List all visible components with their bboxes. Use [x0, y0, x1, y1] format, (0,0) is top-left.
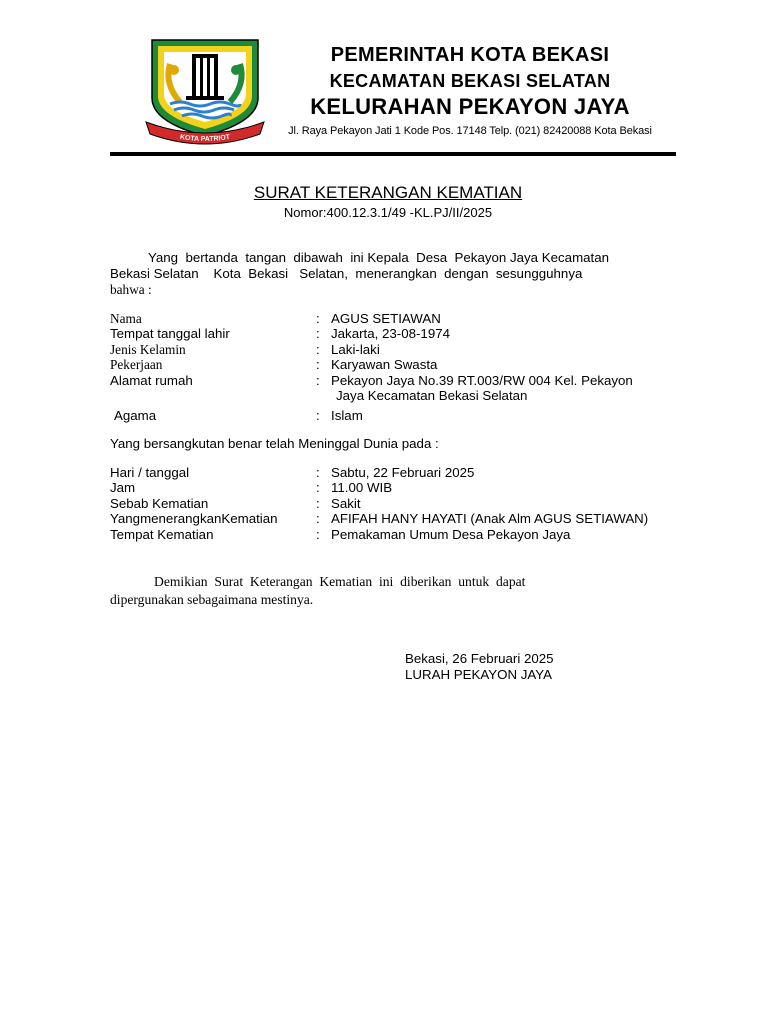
intro-line-2: Bekasi Selatan Kota Bekasi Selatan, menerangkan dengan sesungguhnya [110, 266, 583, 281]
field-colon: : [316, 326, 320, 341]
sign-place-date: Bekasi, 26 Februari 2025 [405, 651, 554, 666]
letterhead-line-2: KECAMATAN BEKASI SELATAN [329, 71, 611, 91]
field-value: Jaya Kecamatan Bekasi Selatan [336, 388, 528, 403]
field-label: Nama [110, 311, 142, 326]
field-value: 11.00 WIB [331, 480, 393, 495]
field-label: Pekerjaan [110, 357, 163, 372]
document-number: Nomor:400.12.3.1/49 -KL.PJ/II/2025 [283, 205, 493, 220]
field-label: Agama [114, 408, 157, 423]
field-label: Hari / tanggal [110, 465, 190, 480]
closing-line-1: Demikian Surat Keterangan Kematian ini diberikan untuk dapat [154, 574, 526, 589]
field-value: Islam [331, 408, 363, 423]
field-value: Sabtu, 22 Februari 2025 [331, 465, 475, 480]
field-value: Pekayon Jaya No.39 RT.003/RW 004 Kel. Pekayon [331, 373, 633, 388]
field-value: AGUS SETIAWAN [331, 311, 441, 326]
death-intro: Yang bersangkutan benar telah Meninggal Dunia pada : [110, 436, 439, 451]
field-colon: : [316, 511, 320, 526]
field-label: Tempat Kematian [110, 527, 214, 542]
field-value: Pemakaman Umum Desa Pekayon Jaya [331, 527, 571, 542]
letterhead-divider [110, 152, 676, 156]
intro-line-1: Yang bertanda tangan dibawah ini Kepala Desa Pekayon Jaya Kecamatan [148, 250, 610, 265]
letterhead-address: Jl. Raya Pekayon Jati 1 Kode Pos. 17148 Telp. (021) 82420088 Kota Bekasi [288, 125, 652, 137]
signature-block [405, 651, 554, 683]
field-label: Sebab Kematian [110, 496, 209, 511]
closing-line-2: dipergunakan sebagaimana mestinya. [110, 592, 314, 607]
intro-line-3: bahwa : [110, 282, 152, 297]
field-colon: : [316, 480, 320, 495]
field-value: Jakarta, 23-08-1974 [331, 326, 451, 341]
letterhead-line-1: PEMERINTAH KOTA BEKASI [330, 44, 610, 66]
field-colon: : [316, 311, 320, 326]
field-value: Karyawan Swasta [331, 357, 438, 372]
field-label: Jenis Kelamin [110, 342, 186, 357]
letterhead-line-3: KELURAHAN PEKAYON JAYA [310, 94, 630, 119]
field-value: Sakit [331, 496, 361, 511]
field-label: YangmenerangkanKematian [110, 511, 278, 526]
closing-paragraph [110, 573, 672, 609]
field-label: Alamat rumah [110, 373, 193, 388]
intro-paragraph [110, 250, 636, 298]
field-value: AFIFAH HANY HAYATI (Anak Alm AGUS SETIAWAN) [331, 511, 649, 526]
field-colon: : [316, 527, 320, 542]
field-colon: : [316, 465, 320, 480]
field-colon: : [316, 357, 320, 372]
letterhead [270, 40, 670, 137]
field-label: Jam [110, 480, 136, 495]
field-colon: : [316, 408, 320, 423]
field-colon: : [316, 496, 320, 511]
field-label: Tempat tanggal lahir [110, 326, 230, 341]
sign-title: LURAH PEKAYON JAYA [405, 667, 553, 682]
field-colon: : [316, 342, 320, 357]
bekasi-emblem-icon [140, 36, 270, 146]
field-value: Laki-laki [331, 342, 380, 357]
field-colon: : [316, 373, 320, 388]
emblem-ribbon-text: KOTA PATRIOT [179, 133, 231, 144]
document-title: SURAT KETERANGAN KEMATIAN [253, 183, 523, 202]
